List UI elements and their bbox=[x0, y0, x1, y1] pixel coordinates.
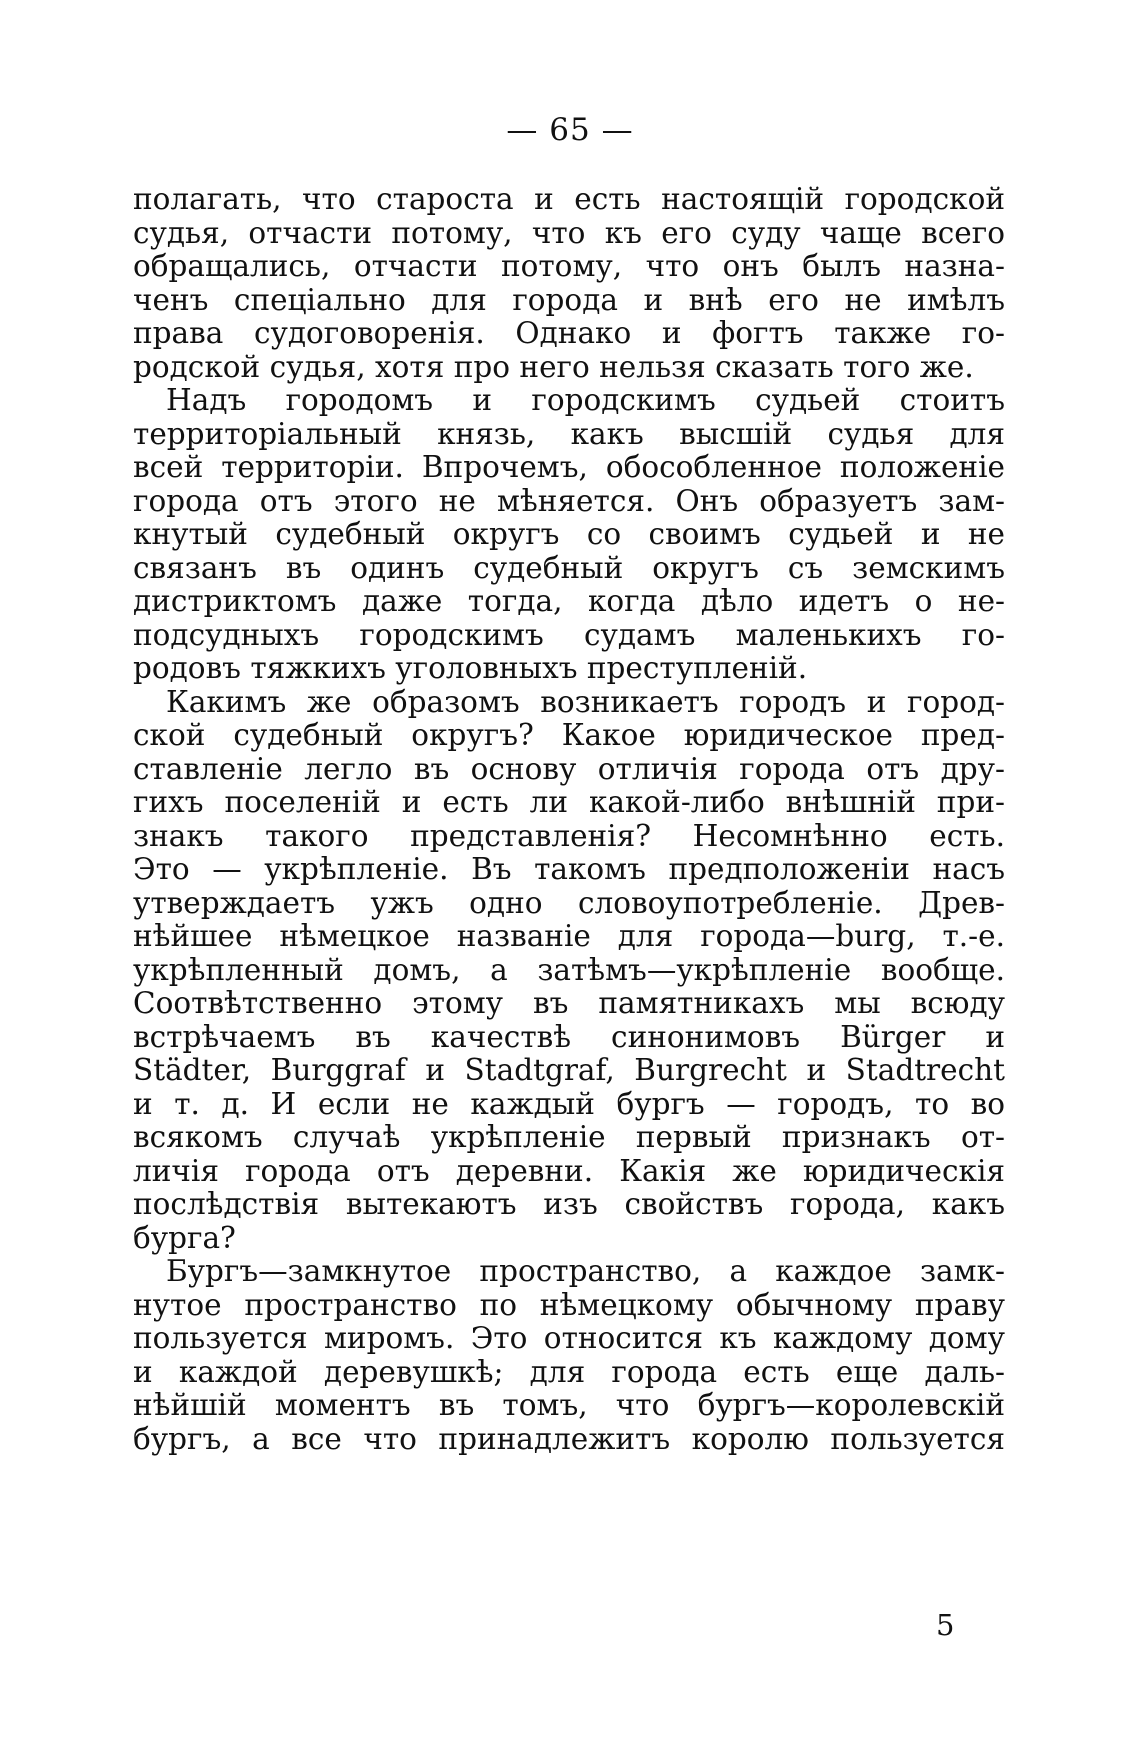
text-line: Это — укрѣпленіе. Въ такомъ предположеніи насъ bbox=[133, 853, 1005, 886]
text-line: бурга? bbox=[133, 1221, 236, 1255]
text-line: подсудныхъ городскимъ судамъ маленькихъ го- bbox=[133, 618, 1005, 652]
text-line: бургъ, а все что принадлежитъ королю пользуется bbox=[133, 1422, 1005, 1456]
page-number: — 65 — bbox=[506, 112, 634, 148]
text-line: нѣйшій моментъ въ томъ, что бургъ—королевскій bbox=[133, 1389, 1005, 1422]
text-line: Надъ городомъ и городскимъ судьей стоитъ bbox=[166, 384, 1005, 417]
text-line: родской судья, хотя про него нельзя сказать того же. bbox=[133, 350, 974, 384]
text-line: Соотвѣтственно этому въ памятникахъ мы всюду bbox=[133, 987, 1005, 1020]
text-line: города отъ этого не мѣняется. Онъ образуетъ зам- bbox=[133, 484, 1005, 518]
text-line: кнутый судебный округъ со своимъ судьей и не bbox=[133, 518, 1005, 551]
text-line: утверждаетъ ужъ одно словоупотребленіе. Древ- bbox=[133, 886, 1005, 920]
text-line: права судоговоренія. Однако и фогтъ также го- bbox=[133, 317, 1005, 350]
text-line: пользуется миромъ. Это относится къ каждому дому bbox=[133, 1322, 1005, 1355]
text-line: Какимъ же образомъ возникаетъ городъ и город- bbox=[166, 685, 1005, 719]
text-line: всякомъ случаѣ укрѣпленіе первый признакъ от- bbox=[133, 1121, 1005, 1154]
text-line: территоріальный князь, какъ высшій судья для bbox=[133, 417, 1005, 451]
text-line: ставленіе легло въ основу отличія города отъ дру- bbox=[133, 752, 1005, 786]
text-line: связанъ въ одинъ судебный округъ съ земскимъ bbox=[133, 551, 1005, 585]
text-line: родовъ тяжкихъ уголовныхъ преступленій. bbox=[133, 652, 808, 685]
text-line: Бургъ—замкнутое пространство, а каждое замк- bbox=[166, 1255, 1005, 1288]
body-text bbox=[133, 183, 1005, 1456]
text-line: гихъ поселеній и есть ли какой-либо внѣшній при- bbox=[133, 786, 1005, 819]
signature-mark: 5 bbox=[936, 1608, 955, 1642]
text-line: ченъ спеціально для города и внѣ его не имѣлъ bbox=[133, 283, 1005, 317]
text-line: Städter, Burggraf и Stadtgraf, Burgrecht и Stadtrecht bbox=[133, 1054, 1005, 1087]
text-line: всей территоріи. Впрочемъ, обособленное положеніе bbox=[133, 451, 1005, 484]
text-line: дистриктомъ даже тогда, когда дѣло идетъ о не- bbox=[133, 585, 1005, 618]
text-line: ской судебный округъ? Какое юридическое пред- bbox=[133, 719, 1005, 752]
text-line: нѣйшее нѣмецкое названіе для города—burg, т.-е. bbox=[133, 920, 1005, 953]
text-line: полагать, что староста и есть настоящій городской bbox=[133, 183, 1005, 216]
text-line: укрѣпленный домъ, а затѣмъ—укрѣпленіе вообще. bbox=[133, 953, 1005, 987]
text-line: знакъ такого представленія? Несомнѣнно есть. bbox=[133, 819, 1005, 853]
text-line: послѣдствія вытекаютъ изъ свойствъ города, какъ bbox=[133, 1188, 1005, 1221]
text-line: встрѣчаемъ въ качествѣ синонимовъ Bürger и bbox=[133, 1020, 1005, 1054]
text-line: судья, отчасти потому, что къ его суду чаще всего bbox=[133, 216, 1005, 250]
text-line: обращались, отчасти потому, что онъ былъ назна- bbox=[133, 250, 1005, 283]
text-line: личія города отъ деревни. Какія же юридическія bbox=[133, 1154, 1005, 1188]
text-line: и каждой деревушкѣ; для города есть еще даль- bbox=[133, 1355, 1005, 1389]
text-line: нутое пространство по нѣмецкому обычному праву bbox=[133, 1288, 1005, 1322]
text-line: и т. д. И если не каждый бургъ — городъ, то во bbox=[133, 1087, 1005, 1121]
